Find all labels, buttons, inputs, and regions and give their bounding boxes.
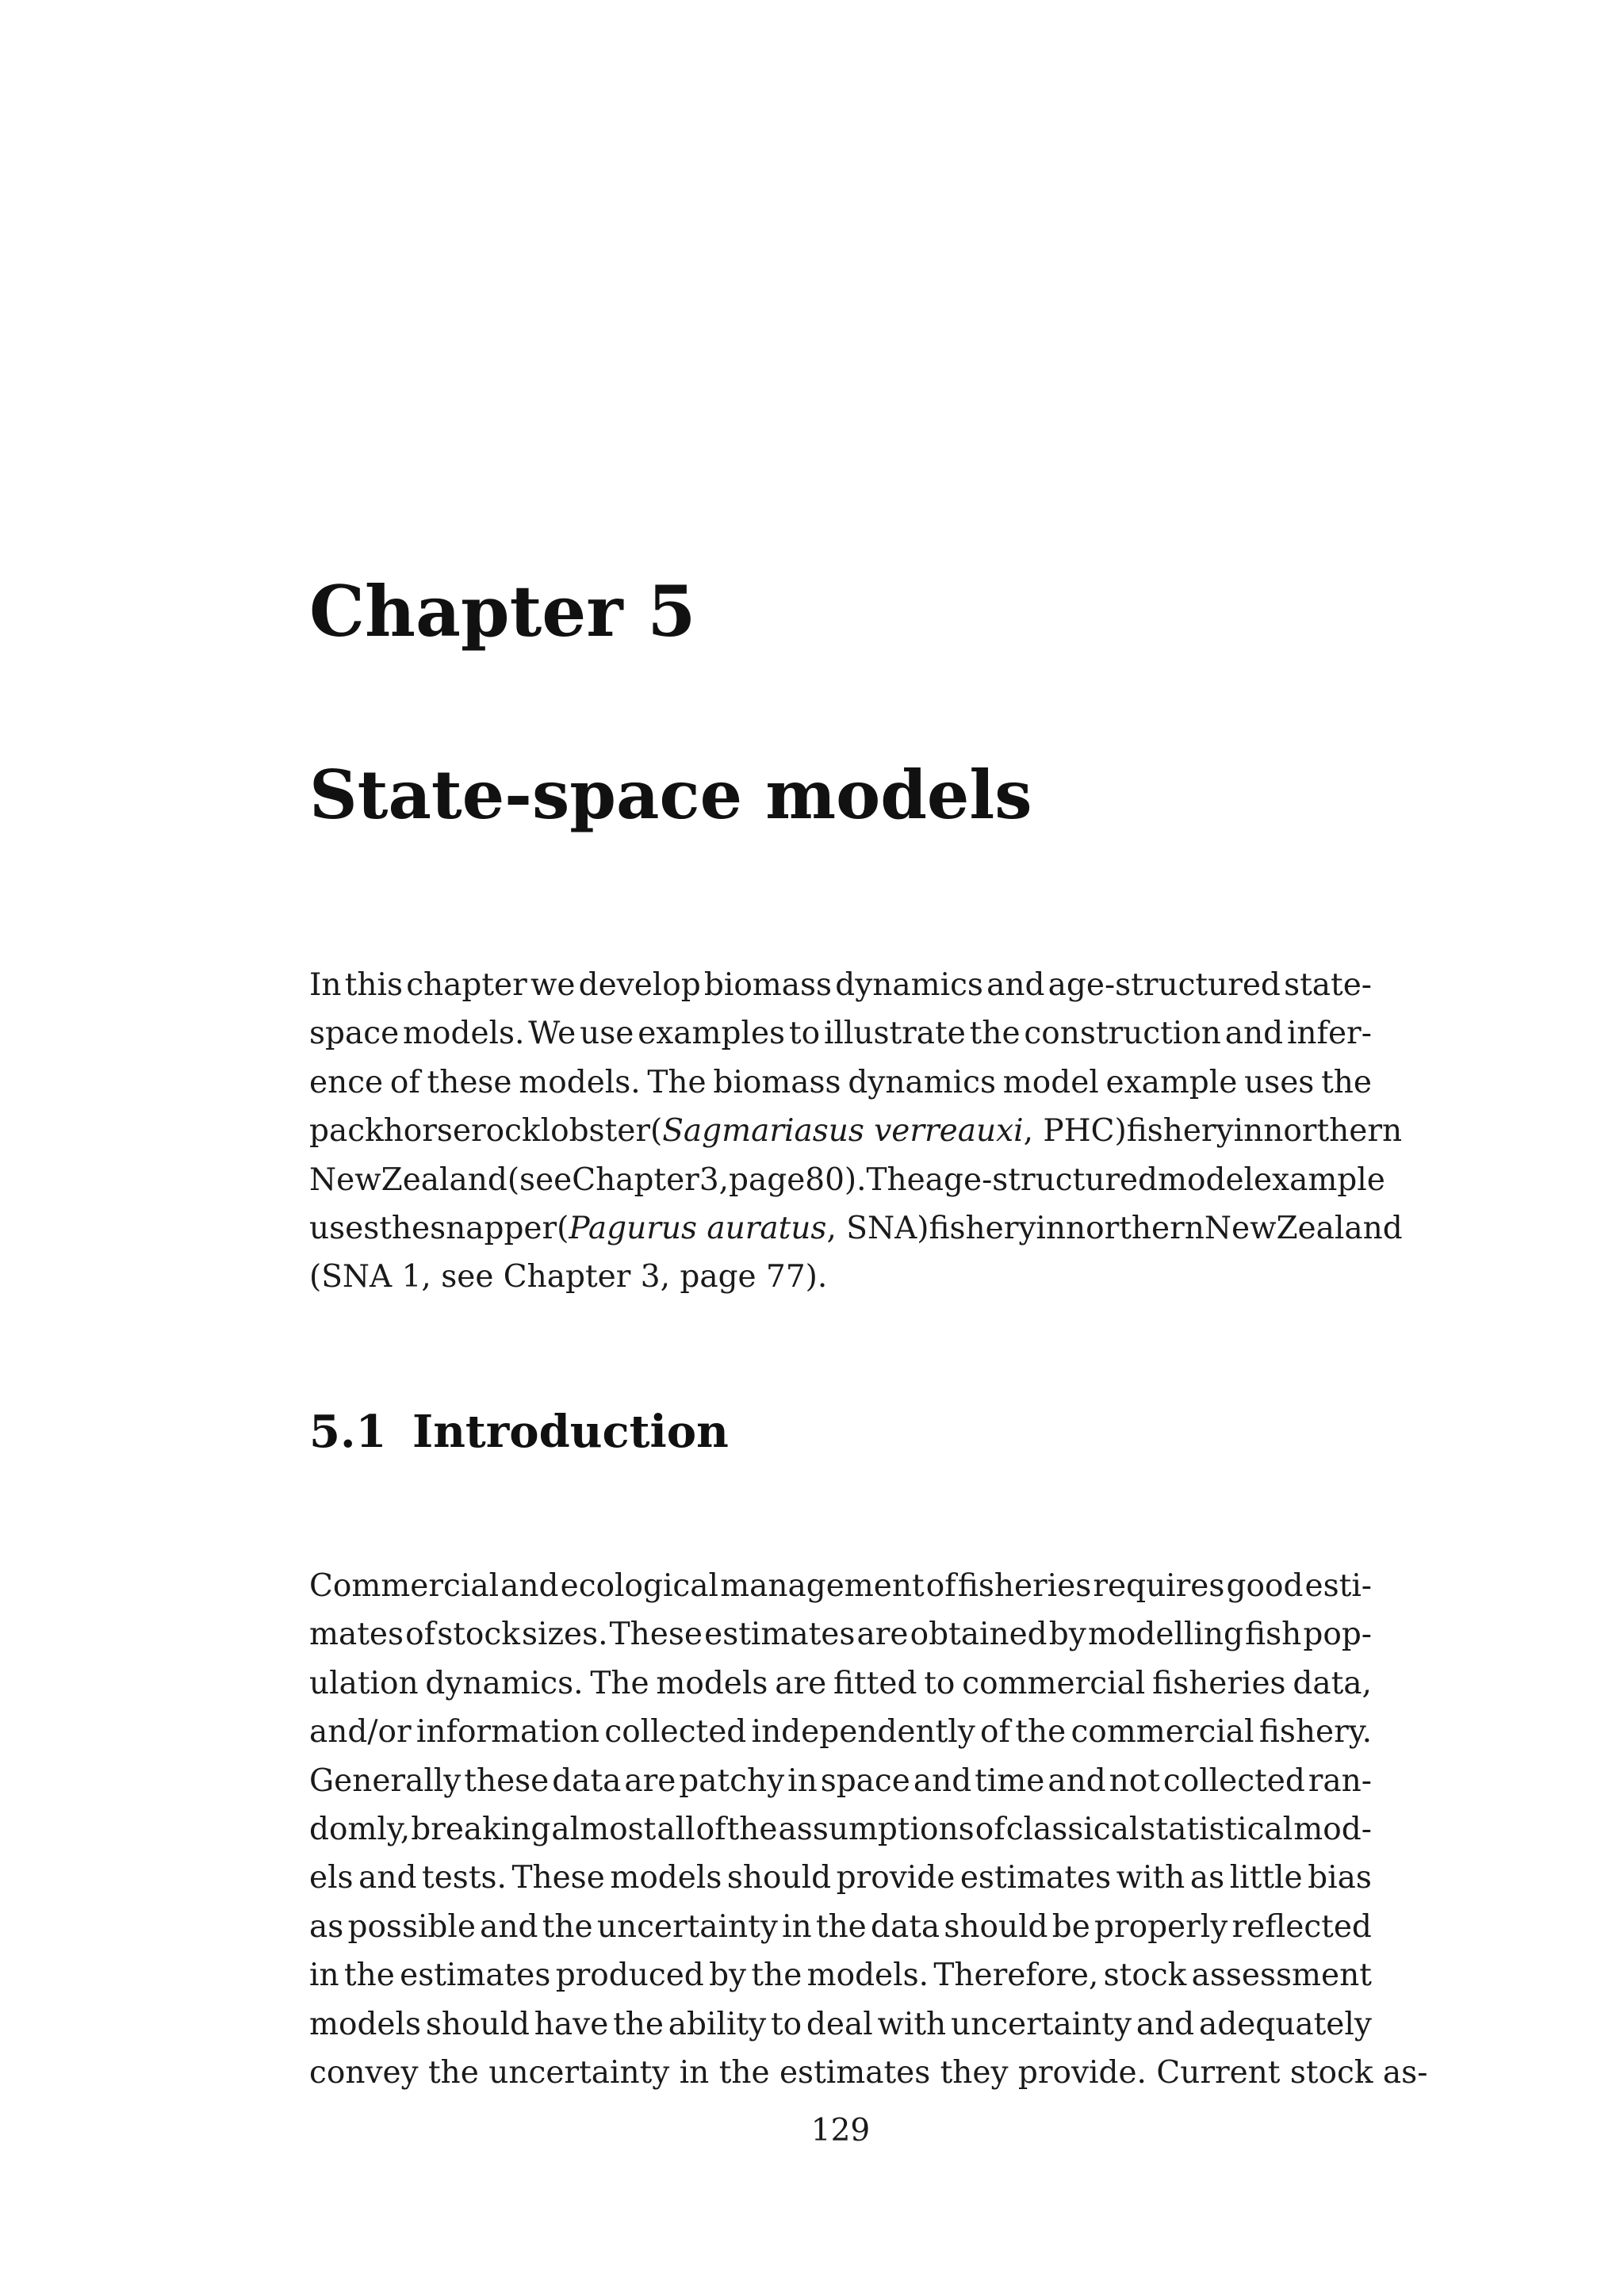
word: as- xyxy=(1382,2054,1428,2091)
word: patchy xyxy=(679,1762,785,1799)
word: dynamics. xyxy=(425,1665,584,1701)
word: independently xyxy=(751,1714,975,1751)
word: The xyxy=(647,1064,707,1100)
word: almost xyxy=(551,1811,657,1847)
word: of xyxy=(405,1617,436,1653)
word: data xyxy=(552,1762,622,1799)
word: as xyxy=(309,1908,344,1945)
word: construction xyxy=(1024,1016,1221,1052)
abstract-line xyxy=(309,1204,1403,1253)
word: dynamics xyxy=(848,1064,997,1100)
word: space xyxy=(820,1762,910,1799)
word: fishery xyxy=(929,1210,1036,1246)
intro-line xyxy=(309,1610,1372,1659)
word: convey xyxy=(309,2054,428,2091)
word: We xyxy=(528,1016,576,1052)
word: with xyxy=(877,2006,947,2042)
word: domly, xyxy=(309,1811,411,1847)
word: Chapter xyxy=(572,1161,699,1198)
word: the xyxy=(751,1957,802,1994)
word: The xyxy=(590,1665,649,1701)
intro-line xyxy=(309,2049,1428,2097)
word: use xyxy=(580,1016,634,1052)
word: all xyxy=(657,1811,695,1847)
word: good xyxy=(1226,1568,1304,1604)
intro-line xyxy=(309,1757,1372,1805)
word: data, xyxy=(1293,1665,1372,1701)
word: the xyxy=(542,1908,593,1945)
word: these xyxy=(427,1064,512,1100)
word: of xyxy=(925,1568,956,1604)
word: are xyxy=(624,1762,676,1799)
word: modelling xyxy=(1087,1617,1243,1653)
word: models. xyxy=(519,1064,641,1100)
word: not xyxy=(1109,1762,1160,1799)
word: by xyxy=(1048,1617,1086,1653)
word: produced xyxy=(555,1957,704,1994)
word: models xyxy=(309,2006,421,2042)
intro-line xyxy=(309,2000,1372,2049)
word: These xyxy=(511,1860,605,1896)
word: ence xyxy=(309,1064,384,1100)
intro-line xyxy=(309,1951,1372,1999)
word: breaking xyxy=(411,1811,551,1847)
word: in xyxy=(1036,1210,1066,1246)
word: statistical xyxy=(1139,1811,1293,1847)
word: model xyxy=(1158,1161,1254,1198)
word: fitted xyxy=(833,1665,917,1701)
word: and xyxy=(986,967,1045,1003)
word: In xyxy=(309,967,342,1003)
word: biomass xyxy=(703,967,833,1003)
word: little xyxy=(1229,1860,1303,1896)
word: uses xyxy=(1244,1064,1315,1100)
word: stock xyxy=(1289,2054,1383,2091)
word: and xyxy=(913,1762,972,1799)
intro-line xyxy=(309,1903,1372,1951)
word: Zealand xyxy=(381,1161,508,1198)
word: with xyxy=(1116,1860,1185,1896)
word: 80). xyxy=(805,1161,867,1198)
word: page xyxy=(729,1161,806,1198)
intro-line xyxy=(309,1805,1372,1854)
word: of xyxy=(389,1064,420,1100)
word: age-structured xyxy=(925,1161,1159,1198)
word: adequately xyxy=(1198,2006,1372,2042)
word: fish xyxy=(1245,1617,1302,1653)
word: uncertainty xyxy=(596,1908,778,1945)
word: provide xyxy=(836,1860,956,1896)
word: we xyxy=(530,967,576,1003)
word: possible xyxy=(347,1908,476,1945)
word: by xyxy=(709,1957,747,1994)
word: dynamics xyxy=(835,967,983,1003)
word: state- xyxy=(1284,967,1372,1003)
word: assessment xyxy=(1191,1957,1372,1994)
word: management xyxy=(720,1568,925,1604)
word: northern xyxy=(1065,1210,1205,1246)
word: the xyxy=(1321,1064,1372,1100)
word: the xyxy=(613,2006,664,2042)
word: These xyxy=(609,1617,703,1653)
word: bias xyxy=(1308,1860,1372,1896)
word: the xyxy=(726,1811,778,1847)
word: this xyxy=(344,967,403,1003)
word: Current xyxy=(1156,2054,1290,2091)
word: and xyxy=(1224,1016,1284,1052)
chapter-label: Chapter 5 xyxy=(309,570,696,652)
word: in xyxy=(309,1957,339,1994)
word: ability xyxy=(668,2006,767,2042)
page-number: 129 xyxy=(810,2113,871,2149)
section-title: Introduction xyxy=(412,1406,729,1458)
word: fisheries xyxy=(1152,1665,1286,1701)
word: and xyxy=(480,1908,538,1945)
word: should xyxy=(726,1860,832,1896)
word: northern xyxy=(1263,1113,1403,1150)
word: lobster xyxy=(540,1113,650,1150)
word: in xyxy=(1233,1113,1264,1150)
abstract-line xyxy=(309,1009,1372,1058)
word: the xyxy=(969,1016,1021,1052)
word: and/or xyxy=(309,1714,412,1751)
word: in xyxy=(787,1762,818,1799)
word: fishery. xyxy=(1258,1714,1372,1751)
word: Zealand xyxy=(1276,1210,1403,1246)
word: assumptions xyxy=(778,1811,975,1847)
word: the xyxy=(1015,1714,1067,1751)
word: sizes. xyxy=(522,1617,608,1653)
word: example xyxy=(1105,1064,1238,1100)
word: uncertainty xyxy=(950,2006,1132,2042)
word: New xyxy=(309,1161,381,1198)
word: rock xyxy=(471,1113,541,1150)
word: information xyxy=(416,1714,600,1751)
word: pop- xyxy=(1303,1617,1372,1653)
word: examples xyxy=(638,1016,786,1052)
word: model xyxy=(1002,1064,1099,1100)
word: in xyxy=(679,2054,719,2091)
word: reflected xyxy=(1231,1908,1372,1945)
word: Therefore, xyxy=(933,1957,1099,1994)
word: as xyxy=(1189,1860,1225,1896)
word: fisheries xyxy=(957,1568,1092,1604)
word: (Sagmariasus verreauxi, PHC) xyxy=(649,1113,1127,1150)
word: (Pagurus auratus, SNA) xyxy=(557,1210,929,1246)
word: Commercial xyxy=(309,1568,500,1604)
word: commercial xyxy=(1071,1714,1254,1751)
word: be xyxy=(1051,1908,1090,1945)
abstract-line xyxy=(309,1156,1385,1204)
word: deal xyxy=(806,2006,873,2042)
word: fishery xyxy=(1126,1113,1234,1150)
intro-paragraph xyxy=(309,1562,1428,2097)
word: models. xyxy=(403,1016,525,1052)
intro-line xyxy=(309,1659,1372,1708)
word: and xyxy=(1136,2006,1195,2042)
word: snapper xyxy=(430,1210,557,1246)
word: (see xyxy=(507,1161,573,1198)
word: New xyxy=(1204,1210,1277,1246)
word: and xyxy=(500,1568,559,1604)
word: develop xyxy=(578,967,701,1003)
word: should xyxy=(944,1908,1048,1945)
word: illustrate xyxy=(823,1016,966,1052)
word: els xyxy=(309,1860,354,1896)
word: uses xyxy=(309,1210,380,1246)
word: stock xyxy=(437,1617,520,1653)
word: and xyxy=(358,1860,417,1896)
word: time xyxy=(975,1762,1045,1799)
word: of xyxy=(975,1811,1005,1847)
word: requires xyxy=(1093,1568,1225,1604)
word: chapter xyxy=(406,967,527,1003)
word: to xyxy=(770,2006,802,2042)
intro-line xyxy=(309,1854,1372,1902)
word: 3, xyxy=(699,1161,730,1198)
chapter-title: State-space models xyxy=(309,756,1032,834)
word: The xyxy=(866,1161,925,1198)
intro-line xyxy=(309,1708,1372,1756)
word: and xyxy=(1048,1762,1106,1799)
word: infer- xyxy=(1286,1016,1372,1052)
word: esti- xyxy=(1304,1568,1372,1604)
word: are xyxy=(856,1617,909,1653)
word: of xyxy=(695,1811,726,1847)
word: collected xyxy=(1162,1762,1305,1799)
word: the xyxy=(343,1957,395,1994)
word: mod- xyxy=(1293,1811,1372,1847)
word: space xyxy=(309,1016,400,1052)
word: the xyxy=(427,2054,489,2091)
word: stock xyxy=(1103,1957,1187,1994)
word: models xyxy=(610,1860,722,1896)
word: Generally xyxy=(309,1762,462,1799)
word: estimates xyxy=(959,1860,1112,1896)
intro-line xyxy=(309,1562,1372,1610)
abstract-line xyxy=(309,961,1372,1009)
word: properly xyxy=(1094,1908,1228,1945)
abstract-line xyxy=(309,1253,1372,1301)
word: are xyxy=(775,1665,827,1701)
word: the xyxy=(379,1210,431,1246)
word: tests. xyxy=(422,1860,507,1896)
word: these xyxy=(464,1762,550,1799)
word: classical xyxy=(1005,1811,1139,1847)
word: data xyxy=(870,1908,940,1945)
word: they xyxy=(940,2054,1018,2091)
word: of xyxy=(980,1714,1010,1751)
word: to xyxy=(924,1665,956,1701)
word: age-structured xyxy=(1048,967,1281,1003)
word: the xyxy=(815,1908,867,1945)
word: estimates xyxy=(400,1957,551,1994)
word: uncertainty xyxy=(488,2054,680,2091)
section-heading xyxy=(309,1400,729,1464)
abstract-line xyxy=(309,1058,1372,1107)
section-number: 5.1 xyxy=(309,1406,387,1458)
word: packhorse xyxy=(309,1113,472,1150)
word: biomass xyxy=(713,1064,841,1100)
word: models. xyxy=(806,1957,929,1994)
word: models xyxy=(656,1665,768,1701)
word: (SNA 1, see Chapter 3, page 77). xyxy=(309,1259,828,1295)
word: ulation xyxy=(309,1665,419,1701)
word: estimates xyxy=(704,1617,856,1653)
word: mates xyxy=(309,1617,404,1653)
word: ecological xyxy=(560,1568,719,1604)
chapter-abstract xyxy=(309,961,1403,1302)
abstract-line xyxy=(309,1107,1403,1155)
word: obtained xyxy=(910,1617,1048,1653)
word: to xyxy=(788,1016,821,1052)
word: the xyxy=(718,2054,779,2091)
word: example xyxy=(1254,1161,1385,1198)
word: commercial xyxy=(962,1665,1146,1701)
word: ran- xyxy=(1308,1762,1372,1799)
word: provide. xyxy=(1017,2054,1157,2091)
word: collected xyxy=(604,1714,747,1751)
word: should xyxy=(425,2006,530,2042)
word: have xyxy=(534,2006,609,2042)
word: in xyxy=(782,1908,812,1945)
word: estimates xyxy=(779,2054,940,2091)
